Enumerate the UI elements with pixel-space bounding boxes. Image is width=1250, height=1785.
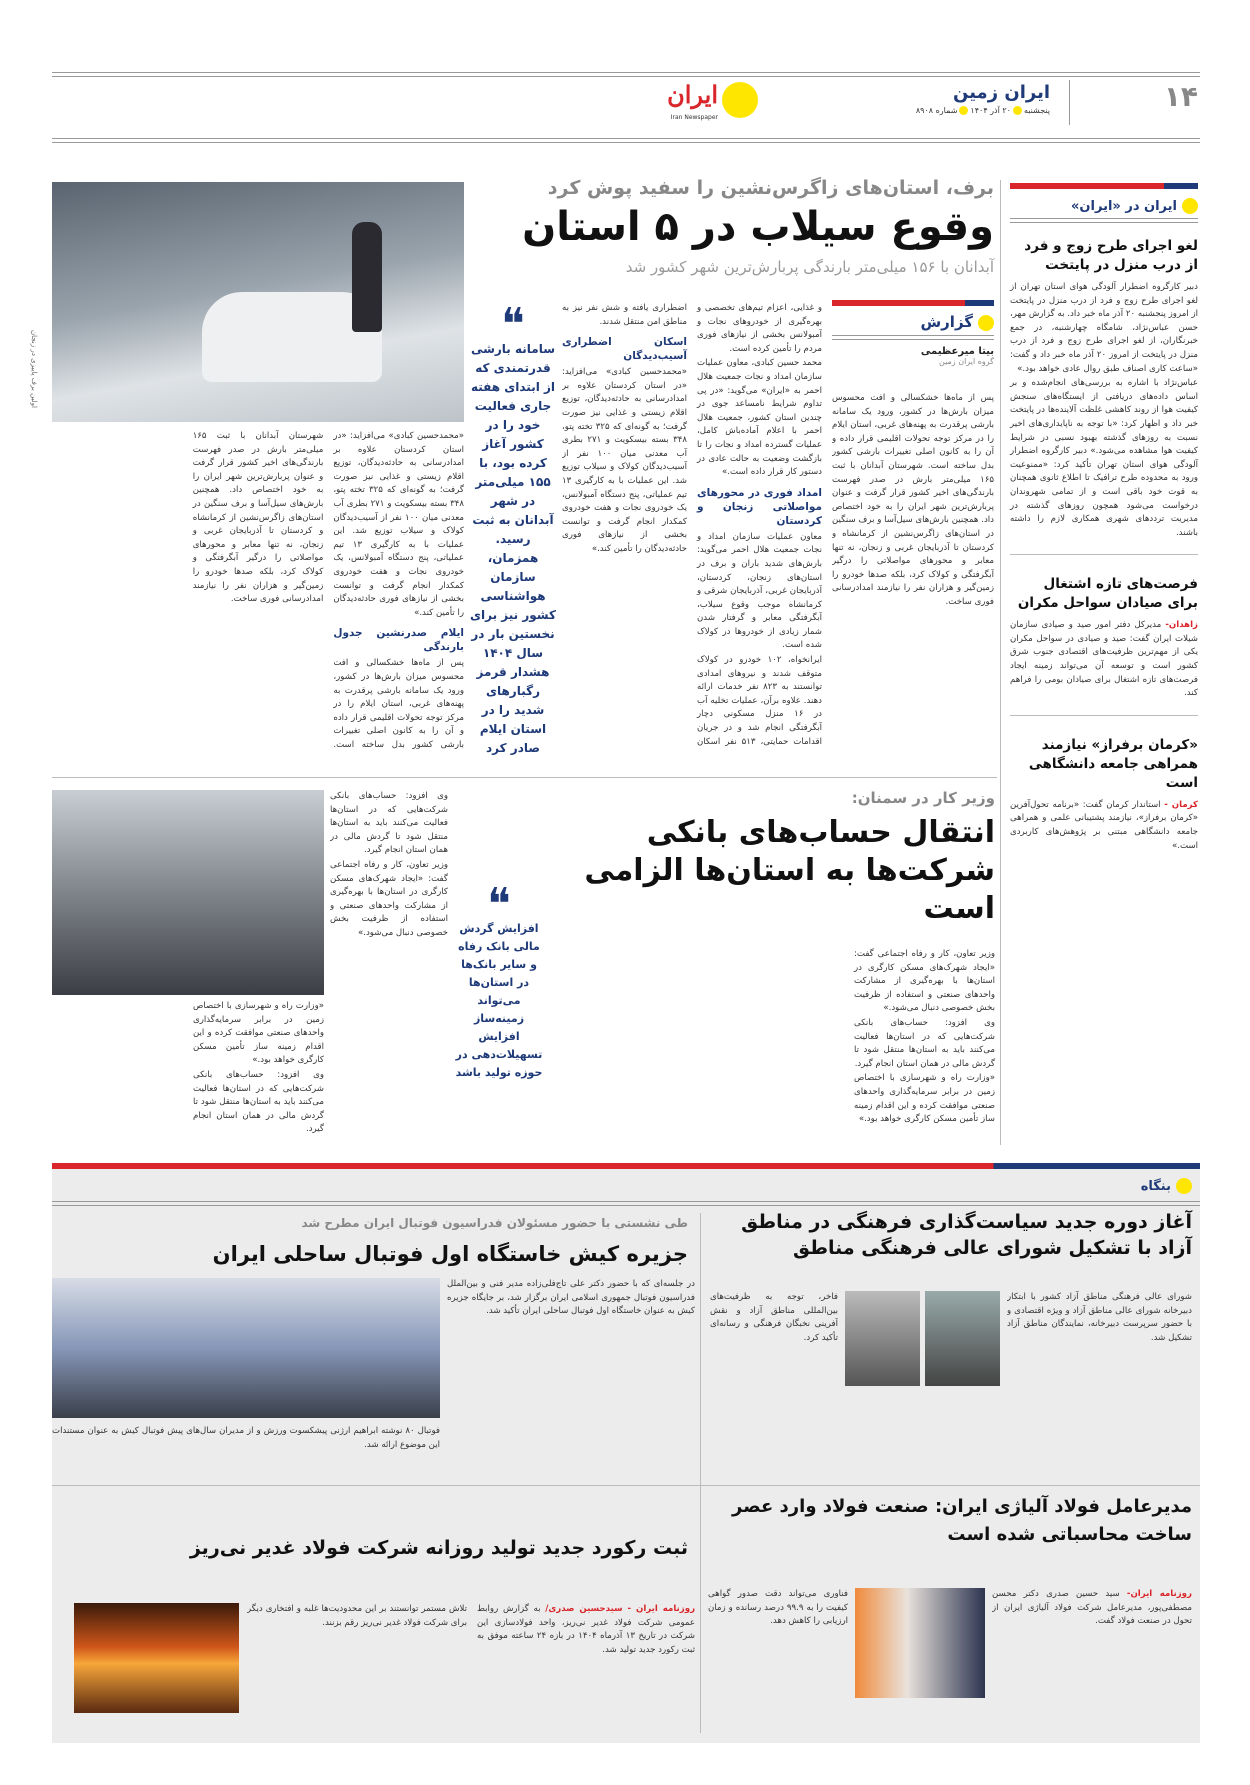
issue-day: پنجشنبه <box>1023 106 1050 115</box>
header-divider <box>1069 80 1070 125</box>
paragraph: «وزارت راه و شهرسازی با اختصاص زمین در برابر سرمایه‌گذاری واحدهای صنعتی موافقت کرده و این اقدام زمینه ساز تأمین مسکن کارگری خواهد بود.» <box>854 1073 995 1125</box>
paragraph: مدیرکل دفتر امور صید و صیادی سازمان شیلات ایران گفت: صید و صیادی در سواحل مکران یکی از مهم‌ترین ظرفیت‌های اقتصادی جنوب شرق کشور است و توسعه آن می‌تواند زمینه ایجاد فرصت‌های تازه اشتغال برای صیادان بومی را فراهم کند. <box>1010 620 1198 699</box>
paragraph: محمد حسین کبادی، معاون عملیات سازمان امداد و نجات جمعیت هلال احمر به «ایران» می‌گوید: «در پی تداوم شرایط نامساعد جوی در چندین استان کشور، جمعیت هلال احمر با اعلام آماده‌باش کامل، عملیات گسترده امداد و نجات را تا بازگشت وضعیت به حالت عادی در دستور کار قرار داده است.» <box>697 358 822 478</box>
dateline: زاهدان- <box>1165 620 1199 631</box>
dot-icon <box>1013 106 1022 115</box>
issue-date: ۲۰ آذر ۱۴۰۴ <box>970 106 1011 115</box>
quote-icon: ❝ <box>501 299 525 350</box>
sidebar-article-body <box>1010 281 1198 540</box>
column-divider <box>700 1213 701 1733</box>
second-body-columns <box>552 948 995 1143</box>
official-portrait-photo <box>925 1291 1000 1386</box>
author-name: بیتا میرعظیمی <box>920 346 994 357</box>
paragraph: سید حسین صدری دکتر محسن مصطفی‌پور، مدیرعامل شرکت فولاد آلیاژی ایران از تحول در صنعت فولاد گفت. <box>992 1589 1192 1627</box>
paragraph: فاخر، توجه به ظرفیت‌های بین‌المللی مناطق آزاد و نقش آفرینی نخبگان فرهنگی و رسانه‌ای تأکید کرد. <box>710 1292 838 1343</box>
paragraph: معاون عملیات سازمان امداد و نجات جمعیت هلال احمر می‌گوید: بارش‌های شدید باران و برف در استان‌های زنجان، کردستان، آذربایجان غربی، آذربایجان شرقی و کرمانشاه موجب وقوع سیلاب، آبگرفتگی معابر و گرفتار شدن شمار زیادی از خودروها در کولاک شده است. <box>697 531 822 651</box>
issue-line <box>916 106 1050 115</box>
kish-kicker: طی نشستی با حضور مسئولان فدراسیون فوتبال ایران مطرح شد <box>301 1216 688 1230</box>
main-body-lead <box>832 392 994 770</box>
main-pullquote <box>470 299 556 758</box>
football-meeting-photo <box>52 1278 440 1418</box>
paragraph: و غذایی، اعزام تیم‌های تخصصی و بهره‌گیری از خودروهای نجات و آمبولانس بخشی از نیازهای فوری مردم را تأمین کرده است. <box>697 303 822 354</box>
dot-icon <box>1182 198 1198 214</box>
photo-caption: اولین برف پاییزی در زنجان <box>30 330 38 408</box>
sidebar-article-title: لغو اجرای طرح زوج و فرد از درب منزل در پایتخت <box>1024 238 1198 273</box>
main-subtitle: آبدانان با ۱۵۶ میلی‌متر بارندگی پربارش‌ترین شهر کشور شد <box>625 258 994 276</box>
paragraph: عباس‌نژاد با اشاره به بررسی‌های انجام‌شده و بر اساس داده‌های دریافتی از ایستگاه‌های سنجش کیفیت هوا از روند کاهشی غلظت آلاینده‌ها در پایتخت خبر داد و اظهار کرد: «با توجه به ناپایداری‌های اخیر نسبت به روزهای گذشته بهبود نسبی در شرایط کیفیت هوا مشاهده می‌شود.» دبیر کارگروه اضطرار آلودگی هوای استان تهران تأکید کرد: «ممنوعیت ورود به محدوده طرح ترافیک تا اطلاع ثانوی همچنان به قوت خود باقی است و از تمامی شهروندان درخواست می‌شود همچون روزهای گذشته در مدیریت ترددهای شهری همکاری لازم را داشته باشند. <box>1010 378 1198 538</box>
ghadir-steel-title: ثبت رکورد جدید تولید روزانه شرکت فولاد غدیر نی‌ریز <box>189 1537 688 1559</box>
bongah-bar <box>52 1163 1200 1169</box>
second-title: انتقال حساب‌های بانکی شرکت‌ها به استان‌ها الزامی است <box>584 815 995 926</box>
second-body-mid <box>330 790 448 1145</box>
kish-body <box>52 1425 440 1480</box>
molten-steel-photo <box>74 1603 239 1713</box>
ghadir-steel-body <box>477 1603 695 1728</box>
paragraph: تلاش مستمر توانستند بر این محدودیت‌ها غلبه و افتخاری دیگر برای شرکت فولاد غدیر نی‌ریز رقم بزنند. <box>247 1604 467 1628</box>
bongah-rule <box>52 1201 1200 1206</box>
paragraph: فوتبال ۸۰ نوشته ابراهیم ارژنی پیشکسوت ورزش و از مدیران سال‌های پیش فوتبال کیش به عنوان مستندات این موضوع ارائه شد. <box>52 1426 440 1450</box>
logo-sun-icon <box>722 82 758 118</box>
second-headline-block <box>575 788 995 928</box>
quote-icon: ❝ <box>487 879 511 930</box>
culture-council-body <box>1007 1291 1192 1479</box>
report-label-text: گزارش <box>920 313 973 331</box>
ghadir-steel-body <box>247 1603 467 1728</box>
paragraph: وی افزود: حساب‌های بانکی شرکت‌هایی که در استان‌ها فعالیت می‌کنند باید به استان‌ها منتقل شود تا گردش مالی در همان استان انجام گیرد. <box>193 1069 324 1135</box>
sidebar-article-title: فرصت‌های تازه اشتغال برای صیادان سواحل مکران <box>1017 576 1198 612</box>
paragraph: پس از ماه‌ها خشکسالی و افت محسوس میزان بارش‌ها در کشور، ورود یک سامانه بارشی پرقدرت به پهنه‌های غربی، استان ایلام را در مرکز توجه تحولات اقلیمی قرار داده و آن را به کانون اصلی تغییرات بارشی کشور بدل ساخته است. شهرستان آبدانان با ثبت ۱۶۵ میلی‌متر بارش در صدر فهرست بارندگی‌های اخیر کشور قرار گرفت و عنوان پربارش‌ترین شهر ایران را به خود اختصاص داد. همچنین بارش‌های سیل‌آسا و برف سنگین در استان‌های زاگرس‌نشین از کرمانشاه و کردستان تا آذربایجان غربی و زنجان، نه تنها معابر و محورهای مواصلاتی را درگیر آبگرفتگی و کولاک کرد، بلکه صدها خودرو را زمین‌گیر و هزاران نفر را نیازمند امدادرسانی فوری ساخت. <box>192 431 464 750</box>
column-divider <box>1000 180 1001 1145</box>
paragraph: وزیر تعاون، کار و رفاه اجتماعی گفت: «ایجاد شهرک‌های مسکن کارگری در استان‌ها با بهره‌گیری از مشارکت واحدهای صنعتی و استفاده از ظرفیت بخش خصوصی دنبال می‌شود.» <box>330 859 448 938</box>
main-body-columns-left <box>52 430 464 765</box>
dateline: روزنامه ایران- <box>1126 1589 1192 1599</box>
alloy-steel-body <box>708 1588 848 1733</box>
kish-title: جزیره کیش خاستگاه اول فوتبال ساحلی ایران <box>212 1242 688 1266</box>
section-header <box>916 82 1050 115</box>
sidebar-article-body <box>1010 799 1198 853</box>
dateline: کرمان - <box>1164 799 1198 810</box>
iran-newspaper-logo <box>640 80 760 125</box>
subheading: ایلام صدرنشین جدول بارندگی <box>333 627 464 654</box>
paragraph: ایرانخواه، ۱۰۲ خودرو در کولاک متوقف شدند و نیروهای امدادی توانستند به ۸۲۳ نفر خدمات ارائه دهند. علاوه برآن، عملیات تخلیه آب در ۱۶ منزل مسکونی دچار آبگرفتگی انجام شد و در جریان اقدامات حمایتی، ۵۱۳ نفر اسکان اضطراری یافته و شش نفر نیز به مناطق امن منتقل شدند. <box>562 303 822 747</box>
logo-text: ایران <box>667 80 718 109</box>
sidebar <box>1010 183 1198 853</box>
dot-icon <box>1176 1178 1192 1194</box>
section-title: ایران زمین <box>953 82 1050 103</box>
issue-number: شماره ۸۹۰۸ <box>915 106 958 115</box>
page-number: ۱۴ <box>1163 80 1198 113</box>
report-label <box>832 306 994 335</box>
paragraph: «وزارت راه و شهرسازی با اختصاص زمین در برابر سرمایه‌گذاری واحدهای صنعتی موافقت کرده و این اقدام زمینه ساز تأمین مسکن کارگری خواهد بود.» <box>193 1001 324 1066</box>
paragraph: فناوری می‌تواند دقت صدور گواهی کیفیت را به ۹۹.۹ درصد رسانده و زمان ارزیابی را کاهش دهد. <box>708 1589 848 1627</box>
sidebar-article-title: «کرمان برفراز» نیازمند همراهی جامعه دانشگاهی است <box>1028 736 1198 791</box>
bongah-section <box>52 1163 1200 1743</box>
sidebar-label-text: ایران در «ایران» <box>1071 199 1177 214</box>
dot-icon <box>959 106 968 115</box>
sidebar-label <box>1010 189 1198 218</box>
report-box <box>832 300 994 366</box>
author-group: گروه ایران زمین <box>939 357 994 366</box>
top-rule <box>52 72 1200 77</box>
paragraph: وزیر تعاون، کار و رفاه اجتماعی گفت: «ایجاد شهرک‌های مسکن کارگری در استان‌ها با بهره‌گیری از مشارکت واحدهای صنعتی و استفاده از ظرفیت بخش خصوصی دنبال می‌شود.» <box>854 949 995 1014</box>
logo-subtext: Iran Newspaper <box>670 114 718 121</box>
pullquote-text: افزایش گردش مالی بانک رفاه و سایر بانک‌ها در استان‌ها می‌تواند زمینه‌ساز افزایش تسهیلات‌دهی در حوزه تولید باشد <box>455 922 543 1079</box>
culture-council-title: آغاز دوره جدید سیاست‌گذاری فرهنگی در مناطق آزاد با تشکیل شورای عالی فرهنگی مناطق <box>741 1211 1192 1259</box>
alloy-steel-title: مدیرعامل فولاد آلیاژی ایران: صنعت فولاد وارد عصر ساخت محاسباتی شده است <box>732 1496 1192 1545</box>
main-headline-block <box>470 176 994 277</box>
paragraph: دبیر کارگروه اضطرار آلودگی هوای استان تهران از لغو اجرای طرح زوج و فرد از درب منزل در پایتخت از امروز پنجشنبه ۲۰ آذر ماه خبر داد. به گزارش مهر، حسن عباس‌نژاد، شامگاه چهارشنبه، در جمع خبرنگاران، از لغو اجرای طرح زوج و فرد از درب منزل در پایتخت از امروز ۲۰ آذر ماه خبر داد و گفت: «ساعت کاری اصناف طبق روال عادی خواهد بود.» <box>1010 282 1198 374</box>
main-title: وقوع سیلاب در ۵ استان <box>522 204 994 250</box>
minister-visit-photo <box>52 790 324 995</box>
bongah-label <box>1141 1175 1192 1194</box>
bongah-label-text: بنگاه <box>1140 1179 1171 1194</box>
second-kicker: وزیر کار در سمنان: <box>851 789 995 807</box>
story-divider <box>52 1485 1200 1486</box>
main-kicker: برف، استان‌های زاگرس‌نشین را سفید پوش کرد <box>547 177 994 199</box>
alloy-steel-body <box>992 1588 1192 1733</box>
second-pullquote <box>455 879 543 1082</box>
paragraph: وی افزود: حساب‌های بانکی شرکت‌هایی که در استان‌ها فعالیت می‌کنند باید به استان‌ها منتقل شود تا گردش مالی در همان استان انجام گیرد. <box>854 1017 995 1069</box>
main-body-columns-right <box>562 302 822 762</box>
paragraph: در جلسه‌ای که با حضور دکتر علی تاج‌فلی‌زاده مدیر فنی و بین‌الملل فدراسیون فوتبال جمهوری اسلامی ایران برگزار شد، بر جایگاه جزیره کیش به عنوان خاستگاه اول فوتبال ساحلی ایران تأکید شد. <box>447 1279 695 1317</box>
paragraph: وی افزود: حساب‌های بانکی شرکت‌هایی که در استان‌ها فعالیت می‌کنند باید به استان‌ها منتقل شود تا گردش مالی در همان استان انجام گیرد. <box>330 791 448 856</box>
report-rule <box>832 335 994 340</box>
dot-icon <box>978 315 994 331</box>
pullquote-text: سامانه بارشی قدرتمندی که از ابتدای هفته جاری فعالیت خود را در کشور آغاز کرده بود، با ۱۵۵ میلی‌متر در شهر آبدانان به ثبت رسید. همزمان، سازمان هواشناسی کشور نیز برای نخستین بار در سال ۱۴۰۴ هشدار قرمز رگبارهای شدید را در استان ایلام صادر کرد <box>470 342 556 755</box>
subheading: امداد فوری در محورهای مواصلاتی زنجان و کردستان <box>697 486 822 527</box>
paragraph: شورای عالی فرهنگی مناطق آزاد کشور با ابتکار دبیرخانه شورای عالی مناطق آزاد و ویژه اقتصادی و با حضور سرپرست دبیرخانه، نمایندگان مناطق آزاد تشکیل شد. <box>1007 1292 1192 1343</box>
paragraph: استاندار کرمان گفت: «برنامه تحول‌آفرین «کرمان برفراز»، نیازمند پشتیبانی علمی و همراهی جامعه دانشگاهی مبتنی بر پژوهش‌های کاربردی است.» <box>1010 799 1198 851</box>
sidebar-article-body <box>1010 619 1198 701</box>
official-portrait-photo <box>845 1291 920 1386</box>
subheading: اسکان اضطراری آسیب‌دیدگان <box>562 336 687 363</box>
paragraph: به گزارش روابط عمومی شرکت فولاد غدیر نی‌ریز، واحد فولادسازی این شرکت در تاریخ ۱۳ آذرماه ۱۴۰۴ در بازه ۲۴ ساعته موفق به ثبت رکورد جدید تولید شد. <box>477 1604 695 1655</box>
header-rule <box>52 138 1200 143</box>
kish-body <box>447 1278 695 1478</box>
snow-car-photo <box>52 182 464 422</box>
paragraph: پس از ماه‌ها خشکسالی و افت محسوس میزان بارش‌ها در کشور، ورود یک سامانه بارشی پرقدرت به پهنه‌های غربی، استان ایلام را در مرکز توجه تحولات اقلیمی قرار داده و آن را به کانون اصلی تغییرات بارشی کشور بدل ساخته است. شهرستان آبدانان با ثبت ۱۶۵ میلی‌متر بارش در صدر فهرست بارندگی‌های اخیر کشور قرار گرفت و عنوان پربارش‌ترین شهر ایران را به خود اختصاص داد. همچنین بارش‌های سیل‌آسا و برف سنگین در استان‌های زاگرس‌نشین از کرمانشاه و کردستان تا آذربایجان غربی و زنجان، نه تنها معابر و محورهای مواصلاتی را درگیر آبگرفتگی و کولاک کرد، بلکه صدها خودرو را زمین‌گیر و هزاران نفر را نیازمند امدادرسانی فوری ساخت. <box>832 393 994 607</box>
paragraph: «محمدحسین کبادی» می‌افزاید: «در استان کردستان علاوه بر امدادرسانی به حادثه‌دیدگان، توزیع اقلام زیستی و غذایی نیز صورت گرفت؛ به گونه‌ای که ۳۲۵ تخته پتو، ۳۴۸ بسته بیسکویت و ۲۷۱ بطری آب معدنی میان ۱۰۰ نفر از آسیب‌دیدگان کولاک و سیلاب توزیع شد. این عملیات با به کارگیری ۱۳ تیم عملیاتی، پنج دستگاه آمبولانس، یک خودروی نجات و هفت خودروی کمکدار انجام گرفت و توانست بخشی از نیازهای فوری حادثه‌دیدگان را تأمین کند.» <box>562 367 687 554</box>
culture-council-body <box>710 1291 838 1479</box>
second-body-left <box>52 1000 324 1145</box>
ceo-portrait-photo <box>855 1588 985 1698</box>
story-divider <box>52 777 997 778</box>
paragraph: «محمدحسین کبادی» می‌افزاید: «در استان کردستان علاوه بر امدادرسانی به حادثه‌دیدگان، توزیع اقلام زیستی و غذایی نیز صورت گرفت؛ به گونه‌ای که ۳۲۵ تخته پتو، ۳۴۸ بسته بیسکویت و ۲۷۱ بطری آب معدنی میان ۱۰۰ نفر از آسیب‌دیدگان کولاک و سیلاب توزیع شد. این عملیات با به کارگیری ۱۳ تیم عملیاتی، پنج دستگاه آمبولانس، یک خودروی نجات و هفت خودروی کمکدار انجام گرفت و توانست بخشی از نیازهای فوری حادثه‌دیدگان را تأمین کند.» <box>333 431 464 618</box>
sidebar-rule <box>1010 218 1198 223</box>
dateline: روزنامه ایران - سیدحسین صدری/ <box>545 1604 695 1614</box>
